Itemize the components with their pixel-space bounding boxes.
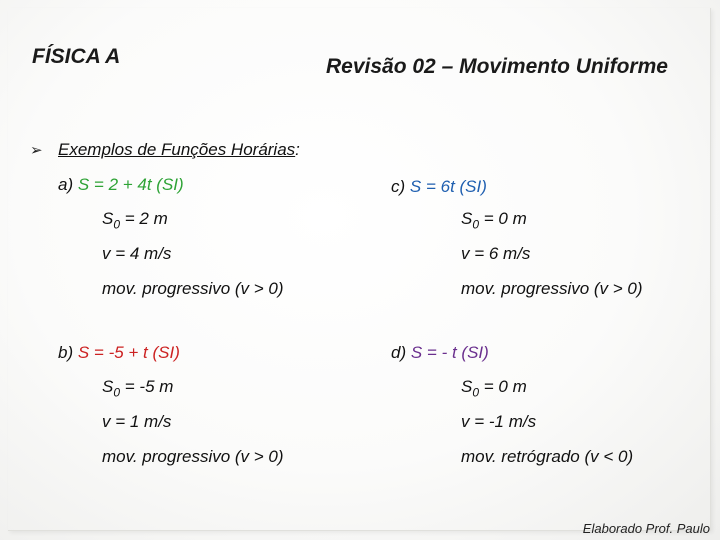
s0-value: = 0 m	[479, 377, 527, 396]
arrow-bullet-icon: ➢	[30, 142, 43, 159]
example-d-function: S = - t (SI)	[410, 343, 489, 362]
example-b-initial-position	[102, 377, 173, 399]
example-c-function: S = 6t (SI)	[409, 177, 487, 196]
example-a-velocity: v = 4 m/s	[102, 244, 172, 263]
section-heading-text: Exemplos de Funções Horárias	[58, 140, 296, 159]
example-c-velocity: v = 6 m/s	[461, 244, 531, 263]
example-c-initial-position	[461, 209, 527, 231]
example-d-velocity: v = -1 m/s	[461, 412, 537, 431]
subject-title: FÍSICA A	[32, 45, 121, 68]
section-heading-colon: :	[295, 140, 300, 159]
example-a-label: a)	[58, 175, 74, 194]
section-heading	[58, 140, 300, 160]
s0-symbol: S	[461, 209, 473, 228]
s0-value: = 2 m	[120, 209, 168, 228]
s0-subscript: 0	[113, 385, 121, 400]
s0-value: = -5 m	[120, 377, 174, 396]
example-b-motion-type: mov. progressivo (v > 0)	[102, 447, 284, 466]
author-credit: Elaborado Prof. Paulo	[582, 521, 710, 536]
s0-subscript: 0	[472, 385, 480, 400]
example-b-label: b)	[58, 343, 74, 362]
s0-subscript: 0	[113, 217, 121, 232]
example-b-equation	[58, 343, 180, 363]
example-a-motion-type: mov. progressivo (v > 0)	[102, 279, 284, 298]
s0-symbol: S	[102, 209, 114, 228]
example-a-initial-position	[102, 209, 168, 231]
example-c-equation	[391, 177, 487, 197]
example-b-function: S = -5 + t (SI)	[77, 343, 180, 362]
example-b-velocity: v = 1 m/s	[102, 412, 172, 431]
slide-title: Revisão 02 – Movimento Uniforme	[326, 55, 668, 78]
s0-symbol: S	[102, 377, 114, 396]
example-d-initial-position	[461, 377, 527, 399]
example-c-label: c)	[391, 177, 406, 196]
example-d-equation	[391, 343, 489, 363]
example-d-motion-type: mov. retrógrado (v < 0)	[461, 447, 634, 466]
s0-value: = 0 m	[479, 209, 527, 228]
example-a-equation	[58, 175, 184, 195]
s0-symbol: S	[461, 377, 473, 396]
s0-subscript: 0	[472, 217, 480, 232]
example-c-motion-type: mov. progressivo (v > 0)	[461, 279, 643, 298]
example-a-function: S = 2 + 4t (SI)	[77, 175, 184, 194]
example-d-label: d)	[391, 343, 407, 362]
